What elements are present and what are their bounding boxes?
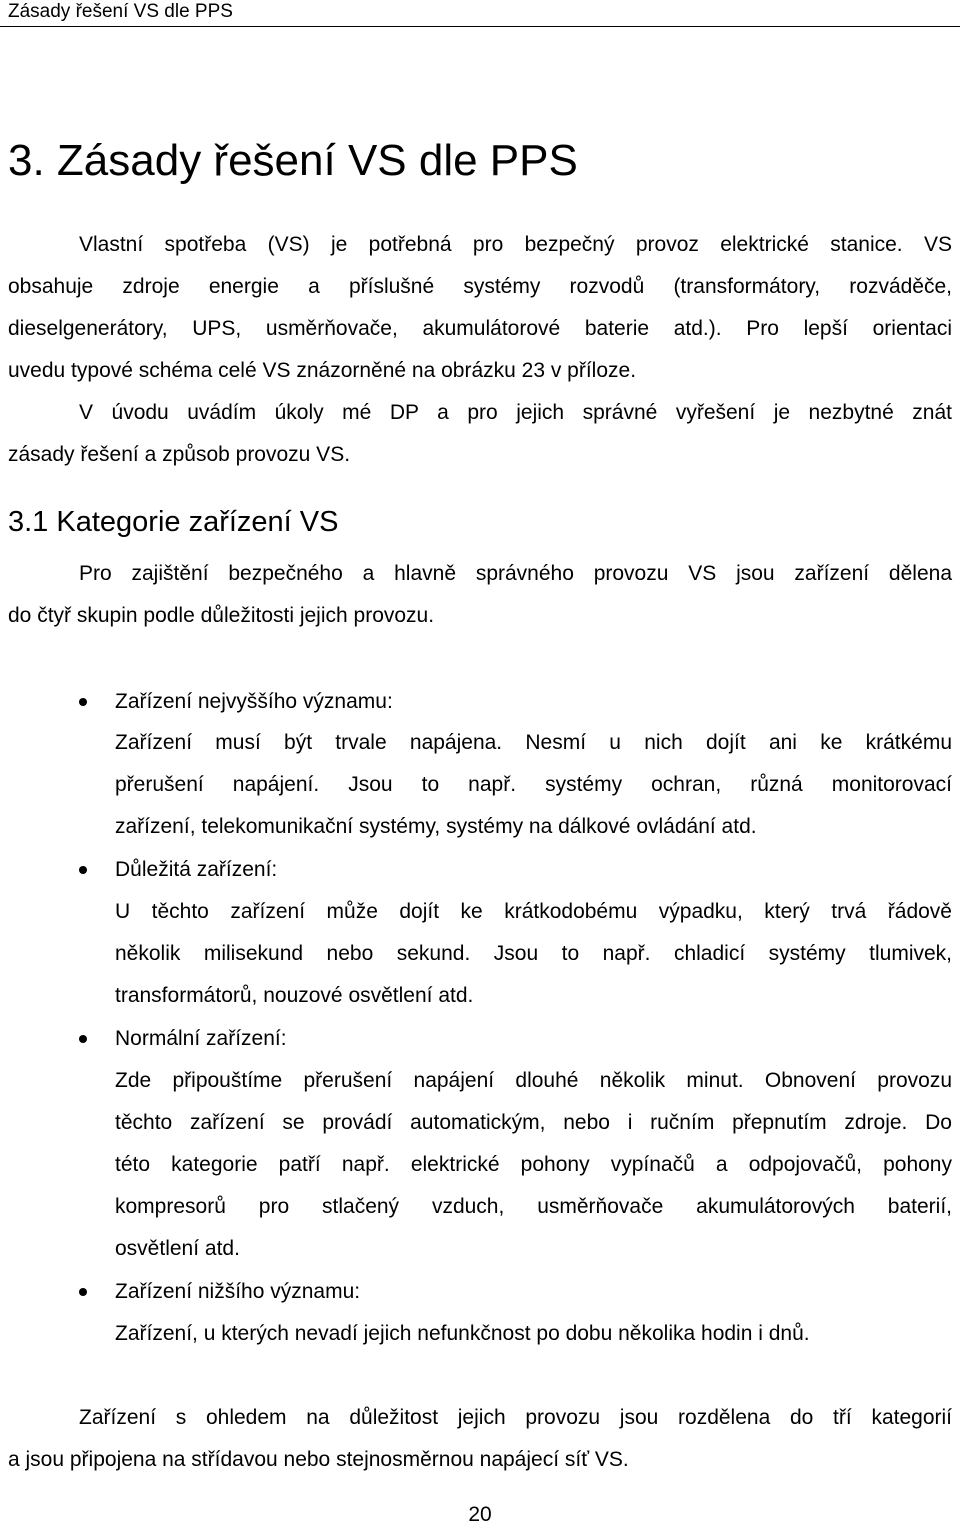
paragraph-line: obsahuje zdroje energie a příslušné systémy rozvodů (transformátory, rozváděče, [8, 275, 952, 298]
paragraph-line: Zařízení s ohledem na důležitost jejich provozu jsou rozdělena do tří kategorií [79, 1406, 952, 1429]
paragraph-line: dieselgenerátory, UPS, usměrňovače, akumulátorové baterie atd.). Pro lepší orientaci [8, 317, 952, 340]
category-line: přerušení napájení. Jsou to např. systémy ochran, různá monitorovací [115, 773, 952, 796]
paragraph-line: Vlastní spotřeba (VS) je potřebná pro bezpečný provoz elektrické stanice. VS [79, 233, 952, 256]
bullet-icon [79, 1288, 87, 1296]
bullet-icon [79, 866, 87, 874]
paragraph-line: Pro zajištění bezpečného a hlavně správného provozu VS jsou zařízení dělena [79, 562, 952, 585]
category-line: Zařízení musí být trvale napájena. Nesmí u nich dojít ani ke krátkému [115, 731, 952, 754]
category-line: těchto zařízení se provádí automatickým, nebo i ručním přepnutím zdroje. Do [115, 1111, 952, 1134]
category-line: U těchto zařízení může dojít ke krátkodobému výpadku, který trvá řádově [115, 900, 952, 923]
paragraph-line: a jsou připojena na střídavou nebo stejnosměrnou napájecí síť VS. [8, 1448, 629, 1471]
running-header-title: Zásady řešení VS dle PPS [8, 1, 233, 22]
category-line: transformátorů, nouzové osvětlení atd. [115, 984, 474, 1007]
category-heading: Normální zařízení: [115, 1027, 287, 1050]
paragraph-line: do čtyř skupin podle důležitosti jejich provozu. [8, 604, 435, 627]
paragraph-line: uvedu typové schéma celé VS znázorněné na obrázku 23 v příloze. [8, 359, 637, 382]
category-heading: Zařízení nižšího významu: [115, 1280, 361, 1303]
category-line: této kategorie patří např. elektrické pohony vypínačů a odpojovačů, pohony [115, 1153, 952, 1176]
category-heading: Zařízení nejvyššího významu: [115, 690, 393, 713]
bullet-icon [79, 698, 87, 706]
category-line: osvětlení atd. [115, 1237, 240, 1260]
chapter-title: 3. Zásady řešení VS dle PPS [8, 136, 578, 185]
category-line: zařízení, telekomunikační systémy, systémy na dálkové ovládání atd. [115, 815, 757, 838]
category-line: Zde připouštíme přerušení napájení dlouhé několik minut. Obnovení provozu [115, 1069, 952, 1092]
category-heading: Důležitá zařízení: [115, 858, 278, 881]
paragraph-line: zásady řešení a způsob provozu VS. [8, 443, 351, 466]
bullet-icon [79, 1035, 87, 1043]
category-line: několik milisekund nebo sekund. Jsou to např. chladicí systémy tlumivek, [115, 942, 952, 965]
running-header [0, 0, 960, 27]
paragraph-line: V úvodu uvádím úkoly mé DP a pro jejich správné vyřešení je nezbytné znát [79, 401, 952, 424]
category-line: kompresorů pro stlačený vzduch, usměrňovače akumulátorových baterií, [115, 1195, 952, 1218]
section-title: 3.1 Kategorie zařízení VS [8, 506, 339, 538]
page-number: 20 [468, 1503, 492, 1526]
category-line: Zařízení, u kterých nevadí jejich nefunkčnost po dobu několika hodin i dnů. [115, 1322, 810, 1345]
